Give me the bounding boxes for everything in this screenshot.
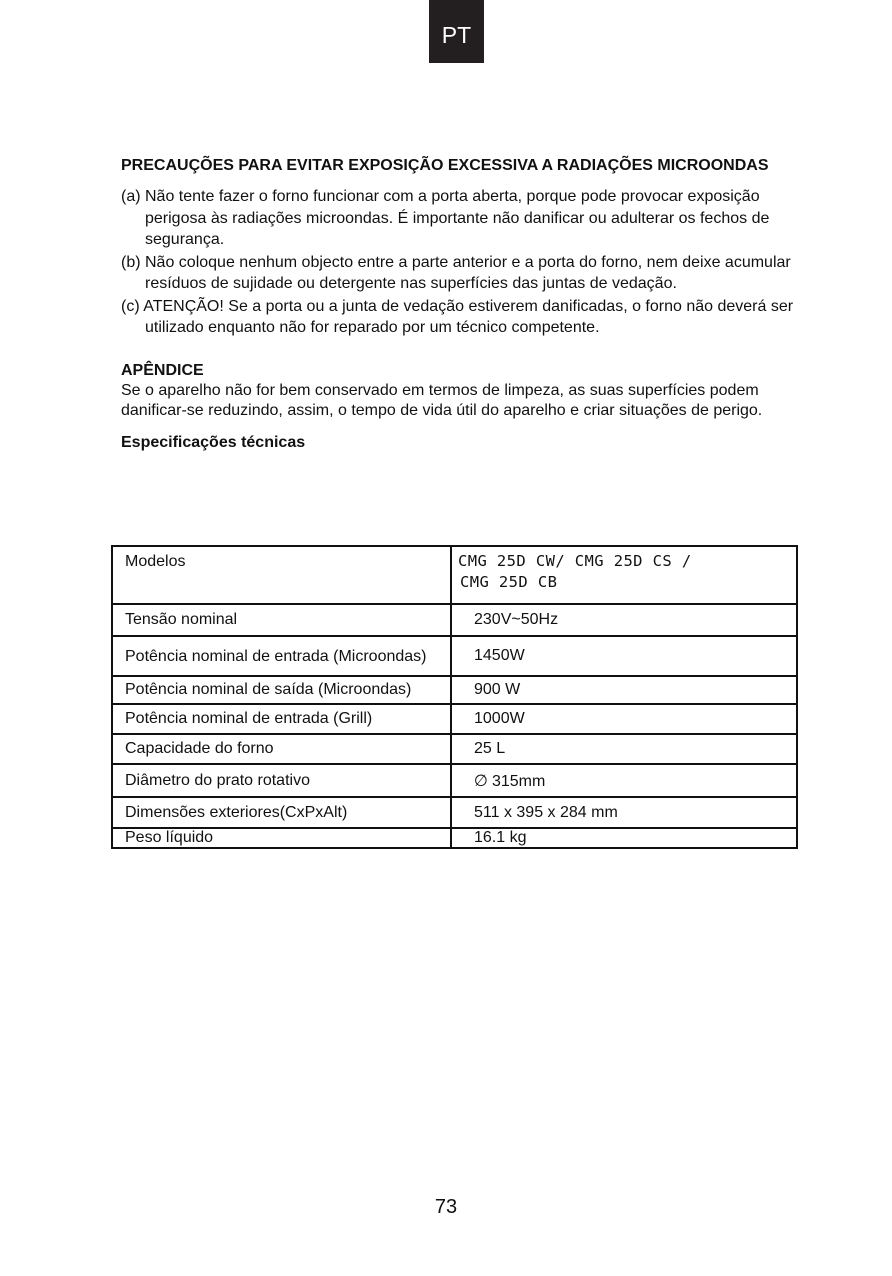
table-row (112, 734, 797, 764)
spec-label: Tensão nominal (112, 604, 451, 636)
spec-value: 1000W (451, 704, 797, 734)
spec-value: 25 L (451, 734, 797, 764)
table-row (112, 636, 797, 676)
models-value-line1: CMG 25D CW/ CMG 25D CS / (458, 552, 692, 570)
models-label: Modelos (112, 546, 451, 604)
spec-value: 1450W (451, 636, 797, 676)
spec-value: 900 W (451, 676, 797, 704)
table-row (112, 704, 797, 734)
appendix-section (121, 361, 801, 421)
table-row (112, 604, 797, 636)
spec-value: 511 x 395 x 284 mm (451, 797, 797, 828)
spec-value: 230V~50Hz (451, 604, 797, 636)
models-value (451, 546, 797, 604)
precaution-item-b: (b) Não coloque nenhum objecto entre a parte anterior e a porta do forno, nem deixe acumular resíduos de sujidade ou detergente nas superfícies das juntas de vedação. (121, 253, 791, 292)
precaution-item-c: (c) ATENÇÃO! Se a porta ou a junta de vedação estiverem danificadas, o forno não deverá ser utilizado enquanto não for reparado por um técnico competente. (121, 297, 794, 336)
table-row (112, 828, 797, 848)
spec-label: Potência nominal de entrada (Grill) (112, 704, 451, 734)
precautions-list (121, 186, 801, 339)
appendix-title: APÊNDICE (121, 361, 204, 379)
spec-value (451, 764, 797, 797)
specs-table (111, 545, 798, 849)
specs-title: Especificações técnicas (121, 433, 306, 451)
models-value-line2: CMG 25D CB (460, 573, 558, 591)
spec-label: Potência nominal de entrada (Microondas) (112, 636, 451, 676)
spec-label: Diâmetro do prato rotativo (112, 764, 451, 797)
table-row (112, 676, 797, 704)
page-number: 73 (434, 1196, 458, 1218)
spec-label: Capacidade do forno (112, 734, 451, 764)
precautions-title: PRECAUÇÕES PARA EVITAR EXPOSIÇÃO EXCESSIVA A RADIAÇÕES MICROONDAS (121, 157, 769, 174)
diameter-icon: ∅ (474, 772, 488, 790)
spec-value-text: 315mm (491, 772, 546, 790)
main-content (121, 156, 801, 453)
table-row (112, 797, 797, 828)
spec-label: Dimensões exteriores(CxPxAlt) (112, 797, 451, 828)
language-tab: PT (429, 0, 484, 63)
precaution-item-a: (a) Não tente fazer o forno funcionar com a porta aberta, porque pode provocar exposição perigosa às radiações microondas. É importante não danificar ou adulterar os fechos de segurança. (121, 188, 770, 248)
spec-label: Peso líquido (112, 828, 451, 848)
spec-value: 16.1 kg (451, 828, 797, 848)
table-row (112, 764, 797, 797)
table-row (112, 546, 797, 604)
spec-label: Potência nominal de saída (Microondas) (112, 676, 451, 704)
appendix-body: Se o aparelho não for bem conservado em termos de limpeza, as suas superfícies podem danificar-se reduzindo, assim, o tempo de vida útil do aparelho e criar situações de perigo. (121, 381, 763, 419)
